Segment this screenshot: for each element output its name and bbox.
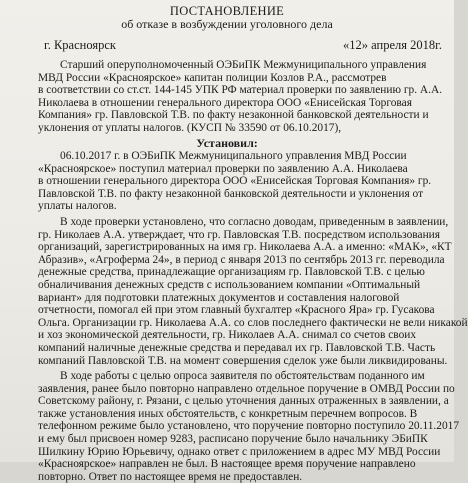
document-body bbox=[38, 150, 468, 483]
intro-line: Компания» гр. Павловской Т.В. по факту незаконной банковской деятельности и bbox=[38, 109, 429, 122]
body-line: уплаты налогов. bbox=[38, 200, 117, 213]
intro-line: Старший оперуполномоченный ОЭБиПК Межмуниципального управления bbox=[60, 59, 427, 71]
paragraph bbox=[38, 370, 460, 483]
body-line: «Красноярское» поступил материал проверки по заявлению А.А. Николаева bbox=[38, 162, 408, 175]
body-line: в отношении генерального директора ООО «Енисейская Торговая Компания» гр. bbox=[38, 175, 432, 188]
intro-line: уклонения от уплаты налогов. (КУСП № 33590 от 06.10.2017), bbox=[38, 121, 342, 134]
body-line: Ольга. Организации гр. Николаева А.А. со слов последнего фактически не вели никакой bbox=[38, 316, 468, 329]
body-line: Абразив», «Агроферма 24», в период с января 2013 по сентябрь 2013 гг. переводила bbox=[38, 253, 445, 266]
body-line: повторно. Ответ по настоящее время не предоставлен. bbox=[38, 470, 303, 483]
body-line: отчетности, помогал ей при этом главный бухгалтер «Красного Яра» гр. Гусакова bbox=[38, 304, 435, 317]
body-line: компаний Павловской Т.В. на момент совершения сделок уже были ликвидированы. bbox=[38, 354, 448, 367]
body-line: телефонном режиме было установлено, что поручение повторно поступило 20.11.2017 bbox=[38, 420, 460, 433]
body-line: обналичивания денежных средств с использованием компании «Оптимальный bbox=[38, 278, 421, 291]
body-line: и хоз экономической деятельности, гр. Николаев А.А. снимал со счетов своих bbox=[38, 329, 417, 342]
intro-line: МВД России «Красноярское» капитан полиции Козлов Р.А., рассмотрев bbox=[38, 71, 387, 84]
body-line: денежные средства, принадлежащие организациям гр. Павловской Т.В. с целью bbox=[38, 266, 425, 279]
body-line: компаний наличные денежные средства и передавал их гр. Павловской Т.В. Часть bbox=[38, 341, 436, 354]
document-title: ПОСТАНОВЛЕНИЕ bbox=[169, 4, 285, 18]
body-line: В ходе проверки установлено, что согласно доводам, приведенным в заявлении, bbox=[60, 215, 449, 228]
document-date: «12» апреля 2018г. bbox=[343, 38, 442, 52]
established-heading: Установил: bbox=[196, 136, 258, 150]
paragraph bbox=[38, 215, 468, 367]
intro-line: в соответствии со ст.ст. 144-145 УПК РФ материал проверки по заявлению гр. А.А. bbox=[38, 84, 443, 97]
body-line: организаций, зарегистрированных на имя гр. Николаева А.А. а именно: «МАК», «КТ bbox=[38, 241, 452, 254]
body-line: и ему был присвоен номер 9283, расписано поручение было начальнику ЭБиПК bbox=[38, 433, 428, 446]
body-line: также установления иных обстоятельств, с конкретным перечнем вопросов. В bbox=[38, 407, 418, 420]
document-subtitle: об отказе в возбуждении уголовного дела bbox=[121, 17, 333, 31]
body-line: Павловской Т.В. по факту незаконной банковской деятельности и уклонения от bbox=[38, 187, 424, 200]
body-line: 06.10.2017 г. в ОЭБиПК Межмуниципального управления МВД России bbox=[60, 150, 407, 162]
intro-line: Николаева в отношении генерального директора ООО «Енисейская Торговая bbox=[38, 96, 412, 109]
paragraph bbox=[38, 150, 448, 213]
body-line: В ходе работы с целью опроса заявителя по обстоятельствам поданного им bbox=[60, 370, 425, 383]
body-line: Советскому району, г. Рязани, с целью уточнения данных отраженных в заявлении, а bbox=[38, 395, 449, 408]
body-line: вариант» для подготовки платежных документов и составления налоговой bbox=[38, 291, 400, 304]
body-line: «Красноярское» направлен не был. В настоящее время поручение направлено bbox=[38, 458, 416, 471]
document-city: г. Красноярск bbox=[44, 38, 116, 52]
body-line: Шилкину Юрию Юрьевичу, однако ответ с приложением в адрес МУ МВД России bbox=[38, 445, 441, 458]
intro-block bbox=[38, 59, 448, 135]
body-line: гр. Николаев А.А. утверждает, что гр. Павловская Т.В. посредством использования bbox=[38, 228, 441, 241]
body-line: заявления, ранее было повторно направлено отдельное поручение в ОМВД России по bbox=[38, 382, 455, 395]
